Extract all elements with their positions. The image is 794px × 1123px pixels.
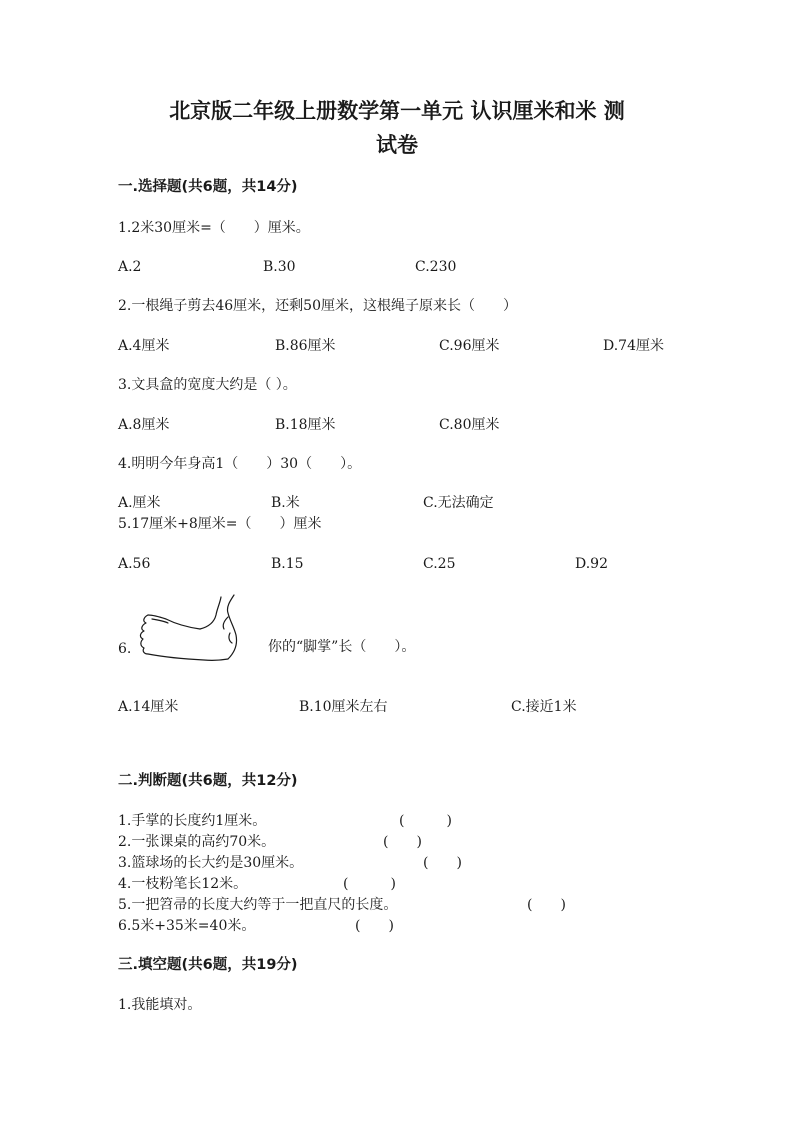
answer-bracket: ( ) [383,834,422,850]
page-title-line-2: 试卷 [376,133,418,157]
option-c: C.无法确定 [423,495,494,511]
question-stem: 1.我能填对。 [118,997,202,1013]
option-a: A.2 [118,259,142,275]
option-c: C.96厘米 [439,338,500,354]
judgment-item: 4.一枝粉笔长12米。 [118,876,248,892]
question-number: 6. [118,641,132,657]
option-a: A.14厘米 [118,699,179,715]
option-b: B.米 [271,495,300,511]
option-b: B.86厘米 [275,338,336,354]
question-stem: 5.17厘米+8厘米=（ ）厘米 [118,516,322,532]
option-a: A.8厘米 [118,417,170,433]
answer-bracket: ( ) [343,876,396,892]
question-stem: 2.一根绳子剪去46厘米，还剩50厘米，这根绳子原来长（ ） [118,298,517,314]
question-stem: 1.2米30厘米=（ ）厘米。 [118,220,310,236]
section-heading-choice: 一.选择题(共6题，共14分) [118,179,298,195]
section-heading-fill-in: 三.填空题(共6题，共19分) [118,957,298,973]
option-b: B.18厘米 [275,417,336,433]
option-b: B.15 [271,556,304,572]
option-d: D.74厘米 [603,338,664,354]
option-c: C.25 [423,556,456,572]
answer-bracket: ( ) [355,918,394,934]
option-a: A.厘米 [118,495,161,511]
answer-bracket: ( ) [399,813,452,829]
option-c: C.230 [415,259,457,275]
option-b: B.30 [263,259,296,275]
page-title-line-1: 北京版二年级上册数学第一单元 认识厘米和米 测 [169,99,625,123]
question-stem: 你的“脚掌”长（ ）。 [268,639,416,655]
judgment-item: 3.篮球场的长大约是30厘米。 [118,855,304,871]
option-d: D.92 [575,556,608,572]
judgment-item: 5.一把笤帚的长度大约等于一把直尺的长度。 [118,897,398,913]
section-heading-judgment: 二.判断题(共6题，共12分) [118,773,298,789]
judgment-item: 2.一张课桌的高约70米。 [118,834,276,850]
option-a: A.4厘米 [118,338,170,354]
answer-bracket: ( ) [527,897,566,913]
question-stem: 4.明明今年身高1（ ）30（ ）。 [118,456,362,472]
option-b: B.10厘米左右 [299,699,388,715]
option-a: A.56 [118,556,151,572]
judgment-item: 1.手掌的长度约1厘米。 [118,813,267,829]
question-stem: 3.文具盒的宽度大约是（ ）。 [118,377,297,393]
judgment-item: 6.5米+35米=40米。 [118,918,256,934]
answer-bracket: ( ) [423,855,462,871]
option-c: C.80厘米 [439,417,500,433]
foot-illustration [134,593,264,665]
option-c: C.接近1米 [511,699,577,715]
